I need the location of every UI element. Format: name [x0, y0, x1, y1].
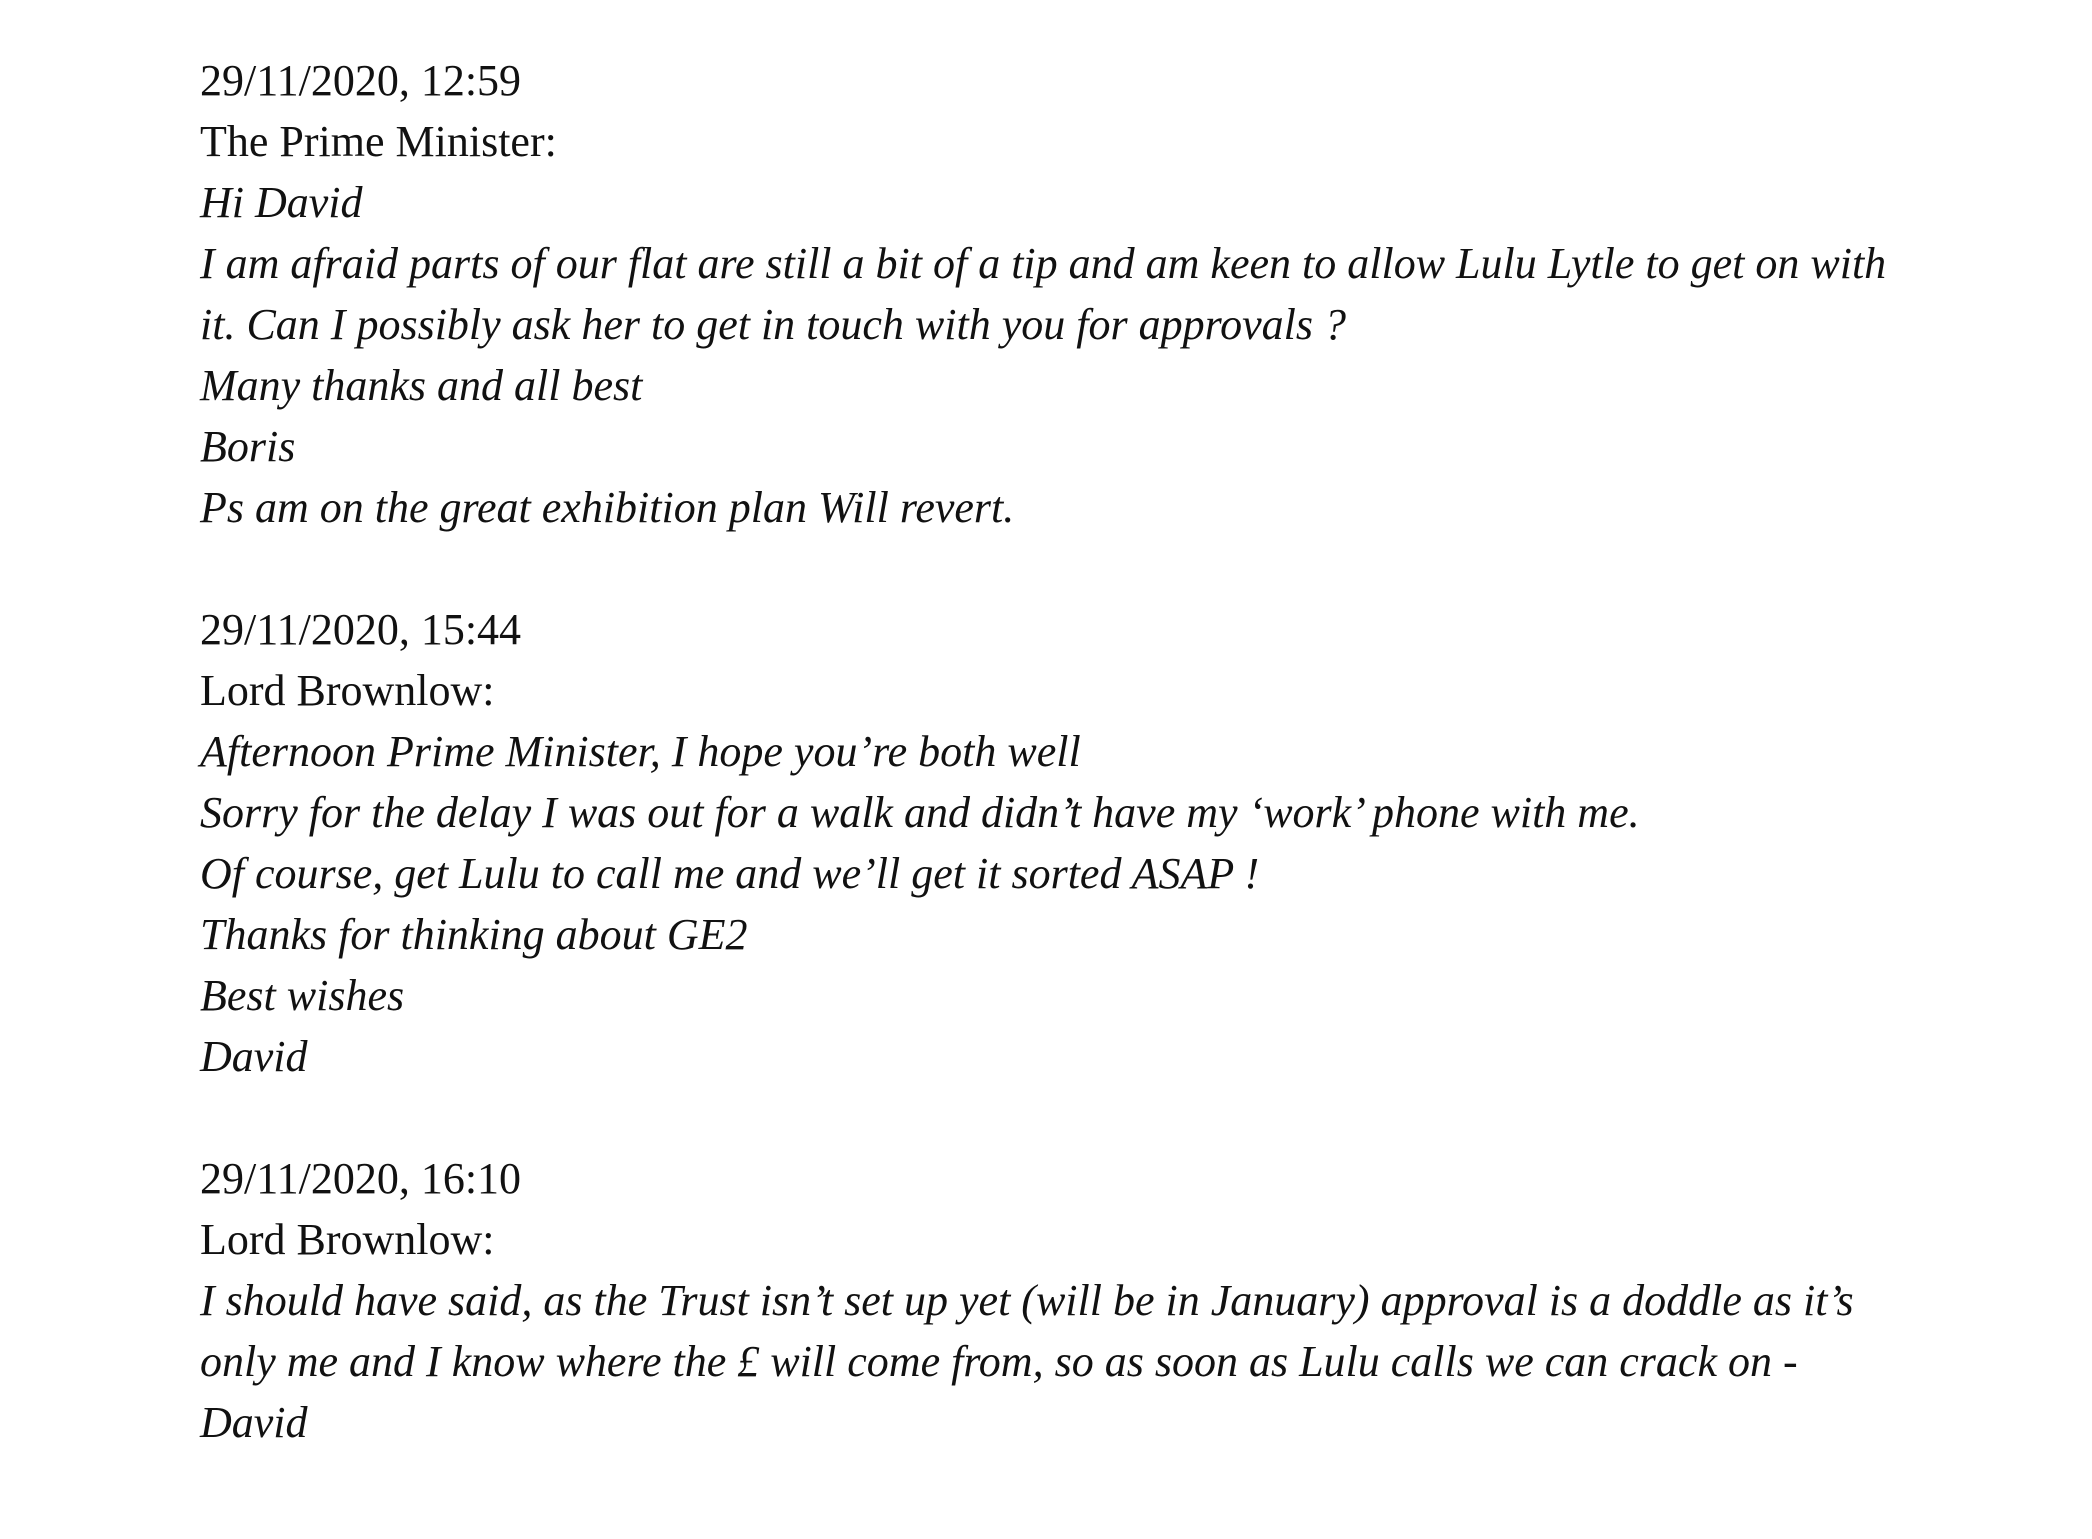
message-body-line: Thanks for thinking about GE2	[200, 910, 748, 959]
message-sender: Lord Brownlow:	[200, 666, 495, 715]
message-sender: The Prime Minister:	[200, 117, 557, 166]
message-body-line: Hi David	[200, 178, 363, 227]
message-sender: Lord Brownlow:	[200, 1215, 495, 1264]
message-3	[200, 1148, 2020, 1453]
message-body-line: Many thanks and all best	[200, 361, 643, 410]
message-timestamp: 29/11/2020, 16:10	[200, 1154, 522, 1203]
message-body-line: Best wishes	[200, 971, 405, 1020]
message-body-line: Afternoon Prime Minister, I hope you’re both well	[200, 727, 1081, 776]
message-timestamp: 29/11/2020, 15:44	[200, 605, 522, 654]
message-1	[200, 50, 2020, 538]
message-body-line: only me and I know where the £ will come from, so as soon as Lulu calls we can crack on -	[200, 1337, 1798, 1386]
message-body-line: Of course, get Lulu to call me and we’ll get it sorted ASAP !	[200, 849, 1260, 898]
message-body-line: David	[200, 1032, 308, 1081]
message-body-line: it. Can I possibly ask her to get in touch with you for approvals ?	[200, 300, 1346, 349]
message-body-line: David	[200, 1398, 308, 1447]
message-body-line: Ps am on the great exhibition plan Will revert.	[200, 483, 1015, 532]
message-body-line: Boris	[200, 422, 296, 471]
message-body-line: I should have said, as the Trust isn’t set up yet (will be in January) approval is a doddle as it’s	[200, 1276, 1854, 1325]
message-body-line: I am afraid parts of our flat are still a bit of a tip and am keen to allow Lulu Lytle to get on with	[200, 239, 1887, 288]
message-2	[200, 599, 2020, 1087]
message-body-line: Sorry for the delay I was out for a walk and didn’t have my ‘work’ phone with me.	[200, 788, 1640, 837]
message-timestamp: 29/11/2020, 12:59	[200, 56, 522, 105]
message-log	[200, 50, 2020, 1514]
